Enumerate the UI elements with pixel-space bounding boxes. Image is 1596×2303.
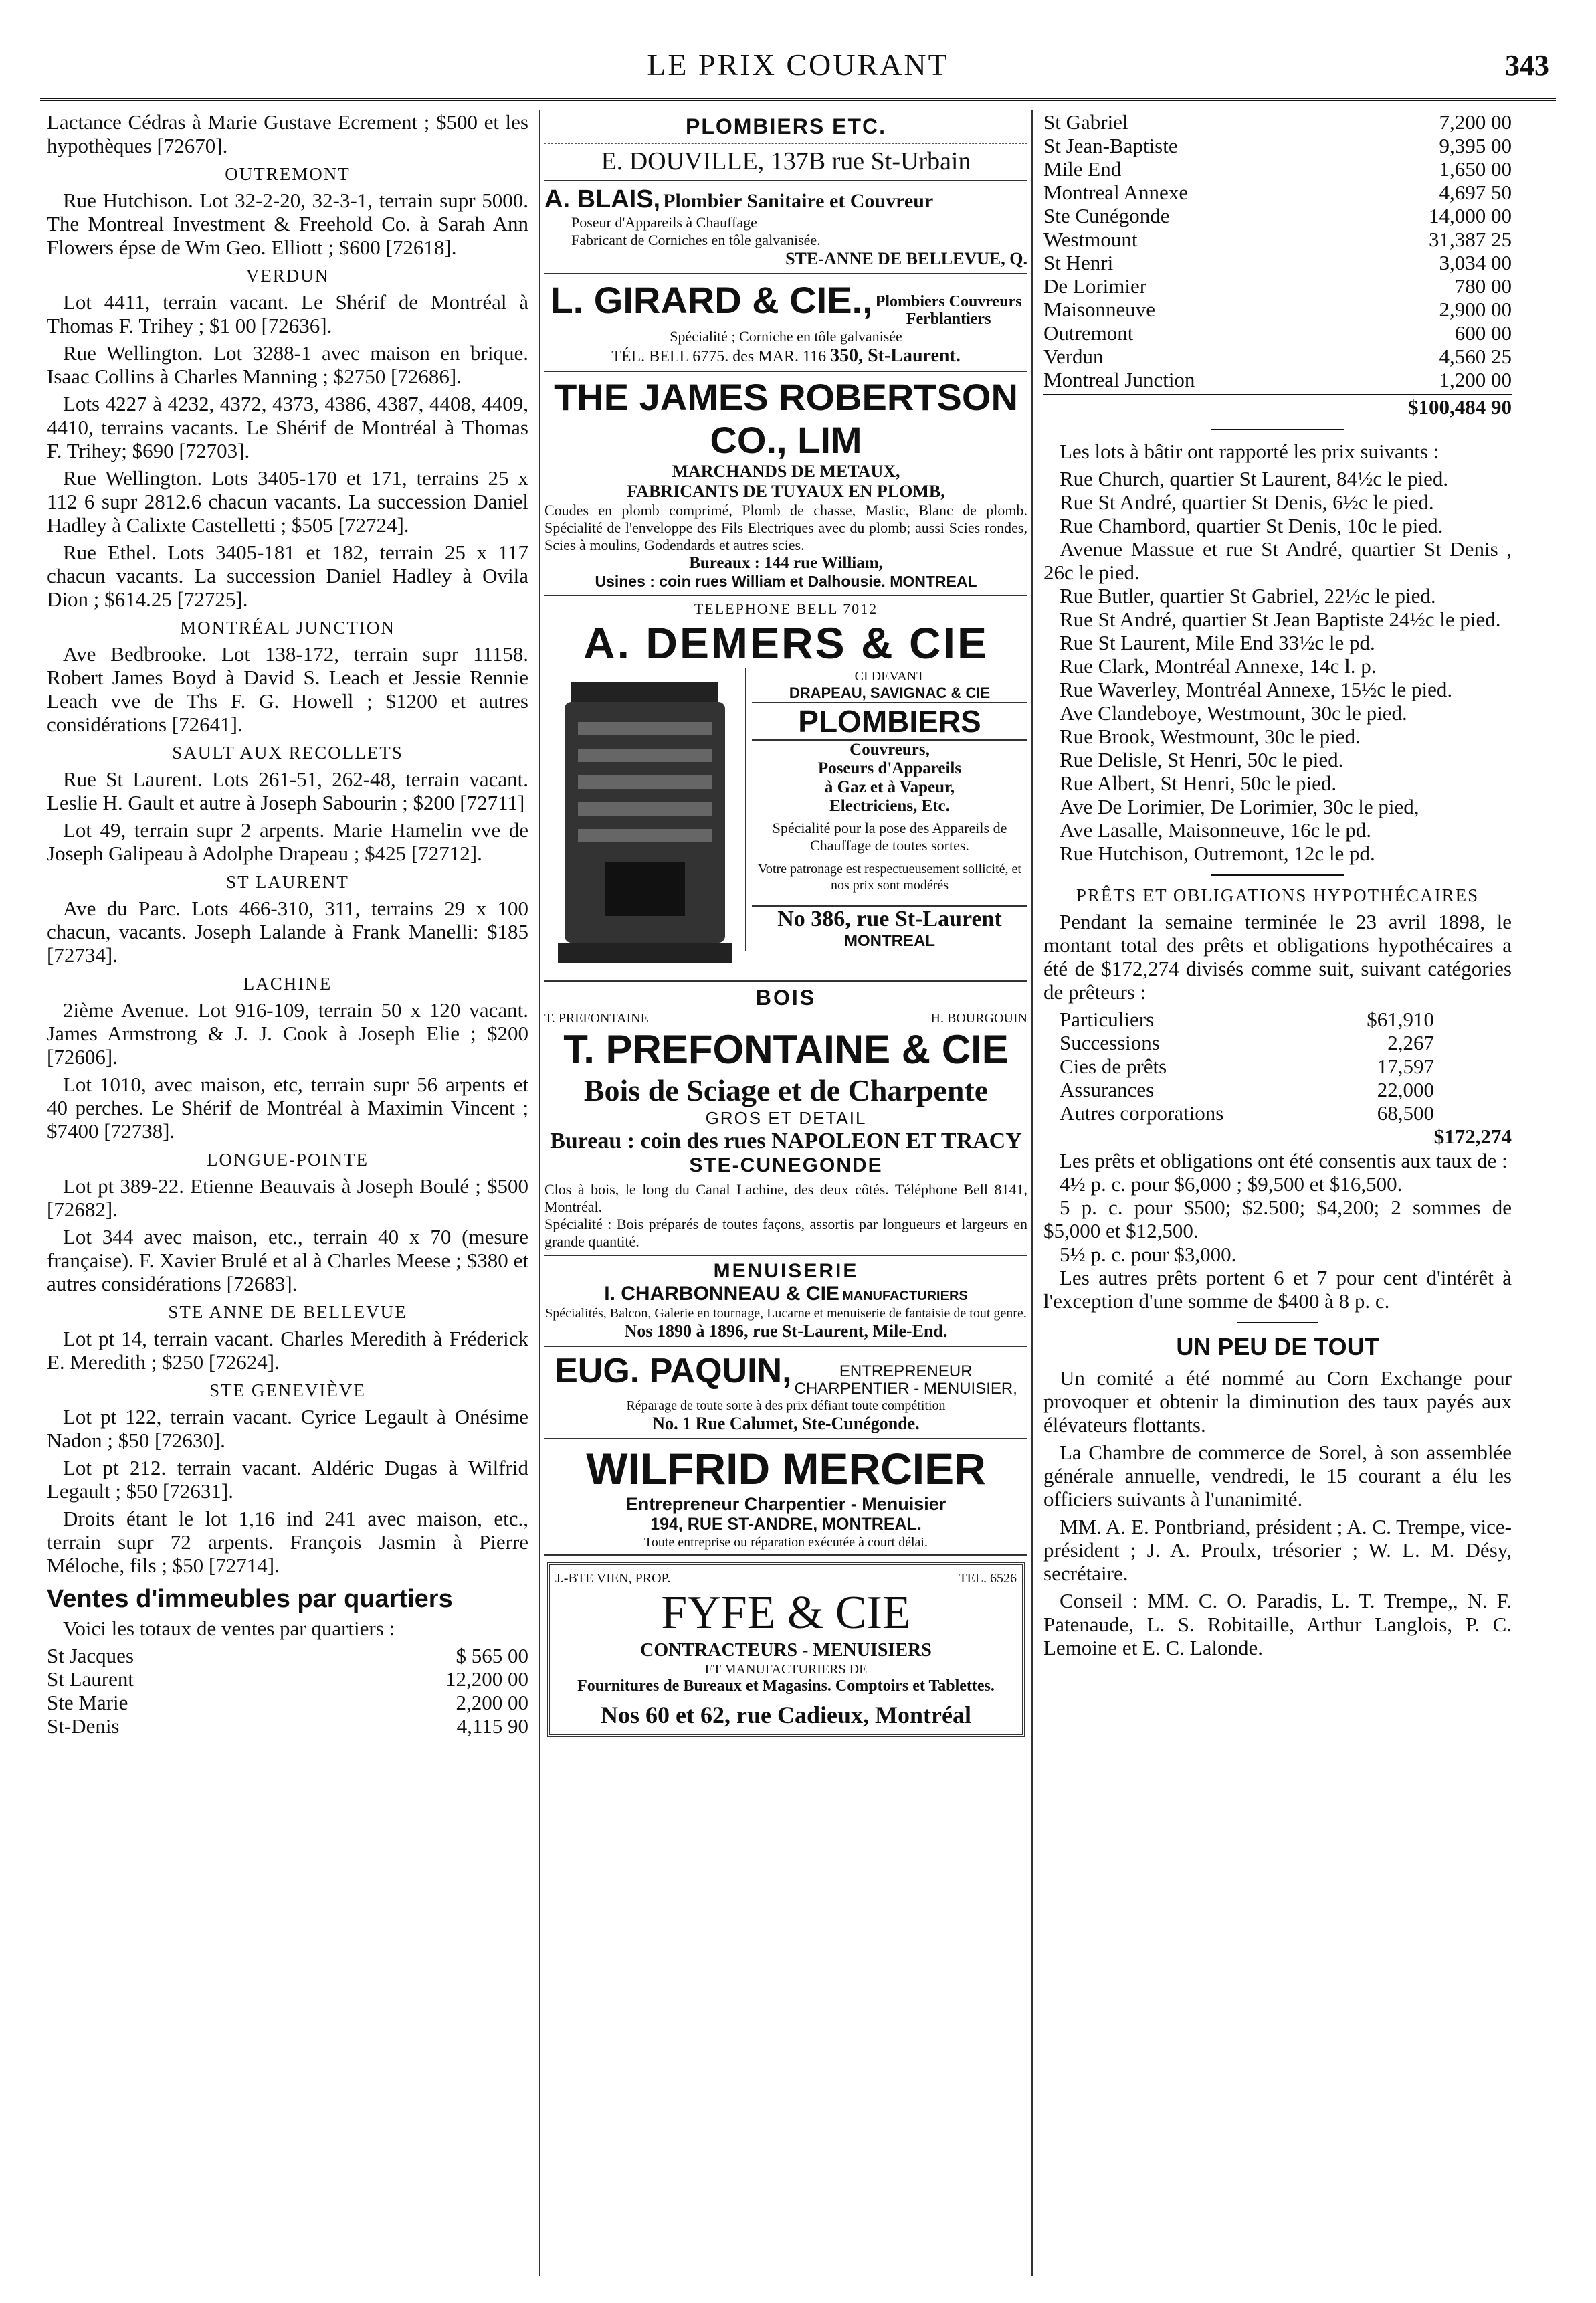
section-title: STE GENEVIÈVE — [209, 1380, 366, 1400]
section-title: ST LAURENT — [226, 872, 349, 892]
ad-robertson — [544, 372, 1027, 596]
row-value: 4,560 25 — [1439, 345, 1512, 368]
listing-paragraph: Lot pt 212. terrain vacant. Aldéric Dugas à Wilfrid Legault ; $50 [72631]. — [47, 1456, 528, 1503]
lot-price: Ave Lasalle, Maisonneuve, 16c le pd. — [1060, 818, 1371, 842]
blais-line2: Fabricant de Corniches en tôle galvanisée. — [571, 232, 821, 248]
lot-price: Ave De Lorimier, De Lorimier, 30c le pied, — [1060, 795, 1419, 818]
row-name: Verdun — [1043, 345, 1104, 368]
mercier-name: WILFRID MERCIER — [586, 1443, 986, 1493]
listing-paragraph: Rue Wellington. Lot 3288-1 avec maison en brique. Isaac Collins à Charles Manning ; $2750 [72686]. — [47, 341, 528, 388]
row-value: 22,000 — [1377, 1078, 1434, 1101]
lot-price: Rue Brook, Westmount, 30c le pied. — [1060, 725, 1361, 748]
quartiers-table-right — [1043, 110, 1512, 391]
news-paragraph: La Chambre de commerce de Sorel, à son assemblée générale annuelle, vendredi, le 15 courant a élu les officiers suivants à l'unanimité. — [1043, 1441, 1512, 1511]
prefontaine-gros: GROS ET DETAIL — [705, 1108, 867, 1129]
demers-tel: TELEPHONE BELL 7012 — [694, 600, 878, 618]
table-row — [47, 1644, 528, 1667]
peu-heading: UN PEU DE TOUT — [1176, 1333, 1379, 1360]
listing-paragraph: Lot 4411, terrain vacant. Le Shérif de Montréal à Thomas F. Trihey ; $1 00 [72636]. — [47, 290, 528, 337]
table-row — [1060, 1031, 1434, 1054]
ad-blais — [544, 181, 1027, 274]
prefontaine-bureau: Bureau : coin des rues NAPOLEON ET TRACY — [550, 1129, 1022, 1154]
listing-paragraph: Rue Ethel. Lots 3405-181 et 182, terrain 25 x 117 chacun vacants. La succession Daniel Hadley à Ovila Dion ; $614.25 [72725]. — [47, 541, 528, 611]
bois-heading: BOIS — [755, 986, 817, 1010]
section-title: OUTREMONT — [225, 164, 351, 184]
paquin-l1: Réparage de toute sorte à des prix défiant toute compétition — [626, 1398, 946, 1413]
lot-price: Rue St André, quartier St Denis, 6½c le pied. — [1060, 490, 1434, 514]
row-value: 12,200 00 — [445, 1667, 528, 1691]
prets-heading: PRÊTS ET OBLIGATIONS HYPOTHÉCAIRES — [1076, 885, 1480, 905]
demers-l1: Couvreurs, — [850, 741, 930, 759]
row-value: 31,387 25 — [1429, 227, 1512, 251]
peu-list — [1043, 1366, 1512, 1659]
fyfe-l3: Fournitures de Bureaux et Magasins. Comptoirs et Tablettes. — [577, 1677, 995, 1695]
lot-price: Rue Butler, quartier St Gabriel, 22½c le pied. — [1060, 584, 1436, 608]
lot-price: Rue Albert, St Henri, 50c le pied. — [1060, 771, 1337, 795]
blais-trade: Plombier Sanitaire et Couvreur — [663, 190, 934, 212]
prefontaine-left: T. PREFONTAINE — [544, 1011, 649, 1026]
robertson-l4: Bureaux : 144 rue William, — [689, 554, 883, 573]
paquin-address: No. 1 Rue Calumet, Ste-Cunégonde. — [652, 1413, 920, 1433]
table-row — [1060, 1008, 1434, 1031]
prefontaine-spec: Spécialité : Bois préparés de toutes façons, assortis par longueurs et largeurs en grande quantité. — [544, 1216, 1027, 1251]
lot-price: Ave Clandeboye, Westmount, 30c le pied. — [1060, 701, 1407, 725]
preteurs-total: $172,274 — [1433, 1125, 1512, 1148]
menuiserie-heading: MENUISERIE — [713, 1260, 859, 1283]
page-header — [40, 40, 1556, 100]
blais-line1: Poseur d'Appareils à Chauffage — [571, 214, 757, 231]
blais-name: A. BLAIS, — [544, 185, 661, 213]
section-title: VERDUN — [245, 266, 330, 286]
journal-title: LE PRIX COURANT — [647, 48, 949, 82]
ad-paquin — [544, 1347, 1027, 1439]
row-value: 7,200 00 — [1439, 110, 1512, 134]
listing-paragraph: Rue St Laurent. Lots 261-51, 262-48, terrain vacant. Leslie H. Gault et autre à Joseph Sabourin ; $200 [72711] — [47, 767, 528, 814]
paquin-name: EUG. PAQUIN, — [555, 1352, 792, 1391]
demers-name: A. DEMERS & CIE — [583, 618, 989, 668]
girard-tel: TÉL. BELL 6775. des MAR. 116 — [611, 348, 827, 366]
listing-paragraph: Lot pt 389-22. Etienne Beauvais à Joseph Boulé ; $500 [72682]. — [47, 1174, 528, 1221]
lots-intro: Les lots à bâtir ont rapporté les prix suivants : — [1060, 440, 1439, 463]
lot-price: Rue Chambord, quartier St Denis, 10c le pied. — [1060, 514, 1443, 537]
demers-patronage: Votre patronage est respectueusement sollicité, et nos prix sont modérés — [758, 862, 1021, 893]
ad-charbonneau — [544, 1256, 1027, 1347]
prefontaine-ste: STE-CUNEGONDE — [689, 1154, 883, 1177]
listing-paragraph: Lot 1010, avec maison, etc, terrain supr 56 arpents et 40 perches. Le Shérif de Montréal à Maximin Vincent ; $7400 [72738]. — [47, 1073, 528, 1143]
table-row — [47, 1691, 528, 1714]
news-paragraph: MM. A. E. Pontbriand, président ; A. C. Trempe, vice-président ; J. A. Proulx, trésorier ; W. L. M. Désy, secrétaire. — [1043, 1515, 1512, 1585]
mercier-l2: 194, RUE ST-ANDRE, MONTREAL. — [650, 1514, 922, 1534]
row-name: St Jean-Baptiste — [1043, 134, 1178, 157]
fyfe-name: FYFE & CIE — [661, 1586, 911, 1639]
row-value: 4,697 50 — [1439, 181, 1512, 204]
prefontaine-right: H. BOURGOUIN — [930, 1011, 1027, 1026]
section-title: STE ANNE DE BELLEVUE — [168, 1302, 407, 1322]
fyfe-address: Nos 60 et 62, rue Cadieux, Montréal — [601, 1701, 971, 1728]
table-row — [1060, 1054, 1434, 1078]
ad-prefontaine — [544, 982, 1027, 1256]
ad-mercier — [544, 1439, 1027, 1556]
news-paragraph: Un comité a été nommé au Corn Exchange pour provoquer et obtenir la diminution des taux payés aux élévateurs flottants. — [1043, 1366, 1512, 1437]
listing-paragraph: Ave Bedbrooke. Lot 138-172, terrain supr 11158. Robert James Boyd à David S. Leach et Jessie Rennie Leach vve de Ths F. G. Howell ; $1200 et autres considérations [72641]. — [47, 642, 528, 736]
mercier-l1: Entrepreneur Charpentier - Menuisier — [625, 1493, 946, 1514]
plombiers-heading: PLOMBIERS ETC. — [685, 114, 886, 139]
boiler-image — [544, 668, 745, 976]
row-name: Maisonneuve — [1043, 298, 1156, 321]
ad-demers — [544, 596, 1027, 982]
demers-l4: Electriciens, Etc. — [829, 797, 950, 816]
demers-ci: CI DEVANT — [854, 669, 925, 684]
table-row — [47, 1667, 528, 1691]
demers-address: No 386, rue St-Laurent — [752, 905, 1027, 932]
quartiers-table-left — [47, 1644, 528, 1738]
news-paragraph: Conseil : MM. C. O. Paradis, L. T. Trempe,, N. F. Patenaude, L. S. Robitaille, Arthur Langlois, P. C. Lemoine et E. C. Lalonde. — [1043, 1589, 1512, 1659]
robertson-l3: Coudes en plomb comprimé, Plomb de chasse, Mastic, Blanc de plomb. Spécialité de l'enveloppe des Fils Electriques avec du plomb; aussi Scies rondes, Scies à moulins, Godendards et autres scies. — [544, 502, 1027, 554]
charbonneau-address: Nos 1890 à 1896, rue St-Laurent, Mile-End. — [624, 1321, 948, 1342]
lot-price: Rue Hutchison, Outremont, 12c le pd. — [1060, 842, 1375, 865]
row-name: St Laurent — [47, 1667, 134, 1691]
column-left — [47, 110, 528, 2276]
row-name: De Lorimier — [1043, 274, 1147, 298]
prefontaine-name: T. PREFONTAINE & CIE — [563, 1027, 1009, 1073]
taux-line: 5½ p. c. pour $3,000. — [1060, 1242, 1237, 1266]
row-value: 600 00 — [1454, 321, 1512, 345]
taux-line: 4½ p. c. pour $6,000 ; $9,500 et $16,500. — [1060, 1172, 1403, 1196]
table-row — [1043, 227, 1512, 251]
divider — [1211, 429, 1344, 430]
robertson-l5: Usines : coin rues William et Dalhousie. MONTREAL — [595, 573, 977, 591]
listing-paragraph: Lot 344 avec maison, etc., terrain 40 x 70 (mesure française). F. Xavier Brulé et al à Charles Meese ; $380 et autres considérations [72683]. — [47, 1225, 528, 1295]
row-name: Successions — [1060, 1031, 1160, 1054]
table-row — [1043, 274, 1512, 298]
robertson-l2: FABRICANTS DE TUYAUX EN PLOMB, — [627, 482, 945, 502]
row-value: 17,597 — [1377, 1054, 1434, 1078]
taux-list — [1043, 1149, 1512, 1313]
paquin-t1: ENTREPRENEUR — [839, 1362, 973, 1380]
mercier-l3: Toute entreprise ou réparation exécutée à court délai. — [644, 1534, 928, 1550]
demers-spec: Spécialité pour la pose des Appareils de Chauffage de toutes sortes. — [772, 820, 1007, 854]
row-value: 2,267 — [1387, 1031, 1434, 1054]
blais-address: STE-ANNE DE BELLEVUE, Q. — [785, 249, 1027, 268]
ad-girard — [544, 274, 1027, 372]
page-number: 343 — [1505, 49, 1549, 82]
listing-paragraph: Lots 4227 à 4232, 4372, 4373, 4386, 4387, 4408, 4409, 4410, terrains vacants. Le Shérif de Montréal à Thomas F. Trihey; $690 [72703]. — [47, 392, 528, 462]
ventes-heading: Ventes d'immeubles par quartiers — [47, 1585, 453, 1613]
header-rule — [40, 98, 1556, 101]
divider — [1237, 1322, 1318, 1323]
table-row — [1043, 298, 1512, 321]
table-row — [1043, 368, 1512, 391]
girard-trade1: Plombiers Couvreurs — [875, 293, 1022, 311]
lot-price: Rue Delisle, St Henri, 50c le pied. — [1060, 748, 1344, 771]
lot-price: Avenue Massue et rue St André, quartier St Denis , 26c le pied. — [1043, 537, 1512, 584]
quartiers-total: $100,484 90 — [1043, 394, 1512, 420]
table-row — [47, 1714, 528, 1738]
row-value: 9,395 00 — [1439, 134, 1512, 157]
row-name: Montreal Annexe — [1043, 181, 1189, 204]
listing-paragraph: Lot 49, terrain supr 2 arpents. Marie Hamelin vve de Joseph Galipeau à Adolphe Drapeau ; $425 [72712]. — [47, 818, 528, 865]
table-row — [1043, 204, 1512, 227]
listing-paragraph: 2ième Avenue. Lot 916-109, terrain 50 x 120 vacant. James Armstrong & J. J. Cook à Joseph Elie ; $200 [72606]. — [47, 998, 528, 1069]
taux-line: Les prêts et obligations ont été consentis aux taux de : — [1060, 1149, 1508, 1172]
row-name: Particuliers — [1060, 1008, 1155, 1031]
lot-price: Rue Clark, Montréal Annexe, 14c l. p. — [1060, 654, 1377, 678]
fyfe-l2: ET MANUFACTURIERS DE — [704, 1661, 868, 1677]
fyfe-l1: CONTRACTEURS - MENUISIERS — [640, 1639, 932, 1661]
column-ads — [539, 110, 1033, 2276]
lot-price: Rue Church, quartier St Laurent, 84½c le pied. — [1060, 467, 1449, 490]
listing-paragraph: Lot pt 14, terrain vacant. Charles Meredith à Fréderick E. Meredith ; $250 [72624]. — [47, 1327, 528, 1374]
row-value: 68,500 — [1377, 1101, 1434, 1125]
row-value: 2,900 00 — [1439, 298, 1512, 321]
demers-l3: à Gaz et à Vapeur, — [824, 778, 955, 797]
charbonneau-l1: Spécialités, Balcon, Galerie en tournage, Lucarne et menuiserie de fantaisie de tout genre. — [545, 1306, 1027, 1321]
row-name: Ste Cunégonde — [1043, 204, 1170, 227]
demers-plombiers: PLOMBIERS — [752, 702, 1027, 741]
divider — [1211, 874, 1344, 876]
robertson-name: THE JAMES ROBERTSON CO., LIM — [554, 376, 1018, 462]
demers-former: DRAPEAU, SAVIGNAC & CIE — [789, 684, 991, 702]
table-row — [1043, 110, 1512, 134]
prefontaine-bois: Bois de Sciage et de Charpente — [583, 1073, 989, 1108]
preteurs-table — [1060, 1008, 1434, 1125]
ad-plombiers — [544, 110, 1027, 181]
demers-city: MONTREAL — [844, 932, 935, 951]
table-row — [1060, 1078, 1434, 1101]
table-row — [1043, 321, 1512, 345]
prefontaine-clos: Clos à bois, le long du Canal Lachine, des deux côtés. Téléphone Bell 8141, Montréal. — [544, 1181, 1027, 1216]
row-name: Montreal Junction — [1043, 368, 1195, 391]
girard-name: L. GIRARD & CIE., — [550, 279, 873, 321]
row-name: Ste Marie — [47, 1691, 128, 1714]
fyfe-tel: TEL. 6526 — [959, 1570, 1017, 1586]
row-name: Westmount — [1043, 227, 1138, 251]
row-name: St Henri — [1043, 251, 1114, 274]
lot-price: Rue St André, quartier St Jean Baptiste 24½c le pied. — [1060, 608, 1501, 631]
row-name: St-Denis — [47, 1714, 120, 1738]
listing-paragraph: Ave du Parc. Lots 466-310, 311, terrains 29 x 100 chacun, vacants. Joseph Lalande à Frank Manelli: $185 [72734]. — [47, 897, 528, 967]
section-title: MONTRÉAL JUNCTION — [180, 618, 395, 638]
section-title: LACHINE — [243, 974, 332, 994]
girard-address: 350, St-Laurent. — [830, 345, 961, 367]
row-name: St Jacques — [47, 1644, 134, 1667]
row-name: Outremont — [1043, 321, 1134, 345]
row-name: Mile End — [1043, 157, 1122, 181]
listing-paragraph: Droits étant le lot 1,16 ind 241 avec maison, etc., terrain supr 72 arpents. François Jasmin à Pierre Méloche, fils ; $50 [72714]. — [47, 1507, 528, 1577]
row-value: $61,910 — [1367, 1008, 1434, 1031]
row-value: 780 00 — [1454, 274, 1512, 298]
girard-specialite: Spécialité ; Corniche en tôle galvanisée — [670, 328, 902, 345]
row-name: Autres corporations — [1060, 1101, 1224, 1125]
listing-paragraph: Lot pt 122, terrain vacant. Cyrice Legault à Onésime Nadon ; $50 [72630]. — [47, 1405, 528, 1452]
fyfe-prop: J.-BTE VIEN, PROP. — [555, 1570, 671, 1586]
table-row — [1043, 345, 1512, 368]
lot-price: Rue St Laurent, Mile End 33½c le pd. — [1060, 631, 1375, 654]
table-row — [1043, 157, 1512, 181]
lots-list — [1043, 467, 1512, 865]
listing-paragraph: Rue Wellington. Lots 3405-170 et 171, terrains 25 x 112 6 supr 2812.6 chacun vacants. La succession Daniel Hadley à Calixte Castelletti ; $505 [72724]. — [47, 466, 528, 537]
column-right — [1043, 110, 1512, 2276]
table-row — [1043, 251, 1512, 274]
row-value: 14,000 00 — [1429, 204, 1512, 227]
row-value: $ 565 00 — [456, 1644, 528, 1667]
demers-l2: Poseurs d'Appareils — [817, 759, 962, 778]
row-name: Cies de prêts — [1060, 1054, 1167, 1078]
intro-paragraph: Lactance Cédras à Marie Gustave Ecrement ; $500 et les hypothèques [72670]. — [47, 110, 528, 157]
table-row — [1043, 181, 1512, 204]
robertson-l1: MARCHANDS DE METAUX, — [672, 462, 900, 482]
row-name: Assurances — [1060, 1078, 1155, 1101]
prets-intro: Pendant la semaine terminée le 23 avril 1898, le montant total des prêts et obligations hypothécaires a été de $172,274 divisés comme suit, suivant catégories de prêteurs : — [1043, 910, 1512, 1004]
section-title: SAULT AUX RECOLLETS — [172, 743, 403, 763]
row-value: 1,650 00 — [1439, 157, 1512, 181]
row-value: 2,200 00 — [456, 1691, 528, 1714]
table-row — [1060, 1101, 1434, 1125]
row-value: 1,200 00 — [1439, 368, 1512, 391]
taux-line: Les autres prêts portent 6 et 7 pour cent d'intérêt à l'exception d'une somme de $400 à 8 p. c. — [1043, 1266, 1512, 1313]
listing-paragraph: Rue Hutchison. Lot 32-2-20, 32-3-1, terrain supr 5000. The Montreal Investment & Freehold Co. à Sarah Ann Flowers épse de Wm Geo. Elliott ; $600 [72618]. — [47, 189, 528, 259]
charbonneau-manu: MANUFACTURIERS — [841, 1289, 968, 1304]
table-row — [1043, 134, 1512, 157]
ad-fyfe — [547, 1562, 1025, 1737]
lot-price: Rue Waverley, Montréal Annexe, 15½c le pied. — [1060, 678, 1453, 701]
section-title: LONGUE-POINTE — [207, 1149, 369, 1170]
douville-ad: E. DOUVILLE, 137B rue St-Urbain — [544, 143, 1027, 176]
row-value: 4,115 90 — [456, 1714, 528, 1738]
girard-trade2: Ferblantiers — [906, 310, 991, 329]
stove-illustration — [544, 668, 745, 976]
row-name: St Gabriel — [1043, 110, 1128, 134]
taux-line: 5 p. c. pour $500; $2.500; $4,200; 2 sommes de $5,000 et $12,500. — [1043, 1196, 1512, 1242]
paquin-t2: CHARPENTIER - MENUISIER, — [794, 1379, 1017, 1398]
district-sections — [47, 164, 528, 1577]
charbonneau-name: I. CHARBONNEAU & CIE — [604, 1283, 839, 1305]
row-value: 3,034 00 — [1439, 251, 1512, 274]
ventes-intro: Voici les totaux de ventes par quartiers : — [63, 1617, 395, 1640]
